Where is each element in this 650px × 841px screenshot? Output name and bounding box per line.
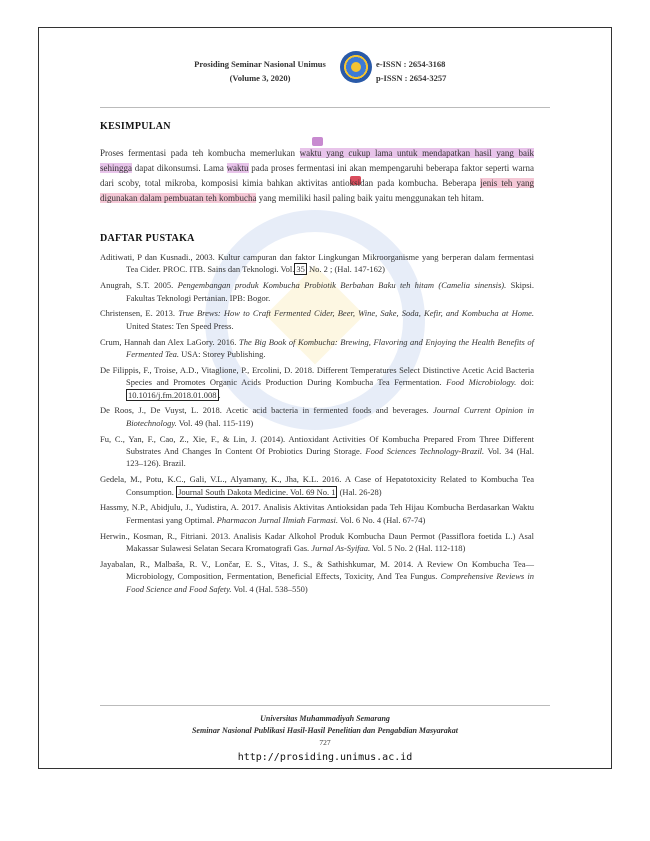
highlight-annotation[interactable]: jenis teh yang digunakan dalam pembuatan teh kombucha <box>100 178 534 203</box>
ref-box[interactable]: Journal South Dakota Medicine. Vol. 69 No. 1 <box>178 486 336 497</box>
ref-box[interactable]: 35 <box>296 264 305 275</box>
ref-post: USA: Storey Publishing. <box>179 349 266 360</box>
ref-pre: Gedela, M., Potu, K.C., Gali, V.L., Alyamany, K., Jha, K.L. 2016. A Case of Hepatotoxicity Related to Kombucha Tea Consumption. <box>100 474 534 497</box>
ref-post: Skipsi. Fakultas Teknologi Pertanian. IPB: Bogor. <box>126 280 534 303</box>
ref-italic: Pharmacon Jurnal Ilmiah Farmasi. <box>216 514 339 525</box>
ref-post: (Hal. 26-28) <box>337 486 382 497</box>
reference-list <box>100 251 534 598</box>
reference-item <box>100 558 534 595</box>
ref-italic: True Brews: How to Craft Fermented Cider, Beer, Wine, Sake, Soda, Kefir, and Kombucha at Home. <box>178 308 534 319</box>
header-right <box>376 57 446 85</box>
ref-post: No. 2 ; (Hal. 147-162) <box>306 264 385 275</box>
ref-pre: Jayabalan, R., Malbaša, R. V., Lončar, E. S., Vitas, J. S., & Sathishkumar, M. 2014. A Review On Kombucha Tea—Microbiology, Composition, Fermentation, Beneficial Effects, Toxicity, And Tea Fungus. <box>100 558 534 582</box>
ref-italic: Food Microbiology. <box>446 377 517 388</box>
header-left <box>180 57 340 85</box>
ref-post: United States: Ten Speed Press. <box>126 320 234 331</box>
reference-item <box>100 279 534 304</box>
section-title-daftar-pustaka: DAFTAR PUSTAKA <box>100 233 195 244</box>
ref-pre: Aditiwati, P dan Kusnadi., 2003. Kultur campuran dan faktor Lingkungan Mikroorganisme yang berperan dalam fermentasi Tea Cider. PROC. ITB. Sains dan Teknologi. Vol. <box>100 252 534 275</box>
ref-italic: Journal Current Opinion in Biotechnology. <box>126 405 534 428</box>
reference-item <box>100 433 534 470</box>
header-title: Prosiding Seminar Nasional Unimus <box>194 59 326 69</box>
ref-post: Vol. 5 No. 2 (Hal. 112-118) <box>370 543 466 554</box>
ref-pre: Anugrah, S.T. 2005. <box>100 280 178 291</box>
reference-item <box>100 251 534 276</box>
ref-pre: Fu, C., Yan, F., Cao, Z., Xie, F., & Lin, J. (2014). Antioxidant Activities Of Kombucha Prepared From Three Different Substrates And Changes In Content Of Probiotics During Storage. <box>100 433 534 457</box>
footer-url[interactable]: http://prosiding.unimus.ac.id <box>237 752 413 763</box>
ref-italic: Pengembangan produk Kombucha Probiotik Berbahan Baku teh hitam (Camelia sinensis). <box>177 280 507 291</box>
footer-seminar: Seminar Nasional Publikasi Hasil-Hasil Penelitian dan Pengabdian Masyarakat <box>191 726 459 735</box>
header-divider <box>100 107 550 108</box>
text-run: yang memiliki hasil paling baik yaitu menggunakan teh hitam. <box>256 193 484 203</box>
text-run: pada proses fermentasi ini akan mempengaruhi beberapa faktor seperti warna dari scoby, total mikroba, komposisi kimia bahkan aktivitas antioksidan pada kombucha. Beberapa <box>100 163 534 188</box>
page-number: 727 <box>319 738 331 747</box>
unimus-logo-icon <box>340 51 372 83</box>
reference-item <box>100 501 534 526</box>
reference-item <box>100 336 534 361</box>
ref-tail: . <box>218 389 221 400</box>
conclusion-paragraph <box>100 146 534 206</box>
footer-university: Universitas Muhammadiyah Semarang <box>260 714 390 723</box>
section-title-kesimpulan: KESIMPULAN <box>100 121 171 132</box>
e-issn: e-ISSN : 2654-3168 <box>376 59 446 69</box>
ref-pre: Hassmy, N.P., Abidjulu, J., Yudistira, A. 2017. Analisis Aktivitas Antioksidan pada Teh Hijau Kombucha Berdasarkan Waktu Fermentasi yang Optimal. <box>100 502 534 525</box>
reference-item <box>100 404 534 429</box>
text-run: Proses fermentasi pada teh kombucha memerlukan <box>100 148 300 158</box>
ref-box[interactable]: 10.1016/j.fm.2018.01.008 <box>128 389 217 400</box>
ref-post: doi: <box>516 377 534 388</box>
highlight-annotation[interactable]: waktu <box>226 163 249 173</box>
text-run: dapat dikonsumsi. Lama <box>132 163 227 173</box>
ref-pre: Herwin., Kosman, R., Fitriani. 2013. Analisis Kadar Alkohol Produk Kombucha Daun Permot (Passiflora foetida L.) Asal Makassar Sulawesi Selatan Secara Kromatografi Gas. <box>100 530 534 554</box>
reference-item <box>100 473 534 498</box>
ref-post: Vol. 34 (Hal. 123–126). Brazil. <box>126 446 534 469</box>
ref-italic: Jurnal As-Syifaa. <box>311 543 371 554</box>
ref-post: Vol. 6 No. 4 (Hal. 67-74) <box>338 514 426 525</box>
ref-pre: De Filippis, F., Troise, A.D., Vitaglione, P., Ercolini, D. 2018. Different Temperatures Select Distinctive Acetic Acid Bacteria Species and Promotes Organic Acids Production During Kombucha Tea Fermentation. <box>100 364 534 388</box>
annotation-badge[interactable] <box>312 137 323 146</box>
header-volume: (Volume 3, 2020) <box>229 73 291 83</box>
p-issn: p-ISSN : 2654-3257 <box>376 73 447 83</box>
highlight-annotation[interactable]: waktu yang cukup lama untuk mendapatkan hasil yang baik sehingga <box>100 148 534 173</box>
ref-post: Vol. 49 (hal. 115-119) <box>176 417 254 428</box>
ref-pre: De Roos, J., De Vuyst, L. 2018. Acetic acid bacteria in fermented foods and beverages. <box>100 405 434 416</box>
page-footer <box>100 713 550 749</box>
page-header <box>150 41 530 99</box>
ref-italic: Comprehensive Reviews in Food Science and Food Safety. <box>126 571 534 594</box>
reference-item <box>100 364 534 401</box>
ref-italic: Food Sciences Technology-Brazil. <box>365 446 485 457</box>
footer-divider <box>100 705 550 706</box>
reference-item <box>100 307 534 332</box>
ref-italic: The Big Book of Kombucha: Brewing, Flavoring and Enjoying the Health Benefits of Fermented Tea. <box>126 336 534 360</box>
ref-post: Vol. 4 (Hal. 538–550) <box>231 583 308 594</box>
ref-pre: Christensen, E. 2013. <box>100 308 179 319</box>
reference-item <box>100 530 534 555</box>
ref-pre: Crum, Hannah dan Alex LaGory. 2016. <box>100 336 239 347</box>
